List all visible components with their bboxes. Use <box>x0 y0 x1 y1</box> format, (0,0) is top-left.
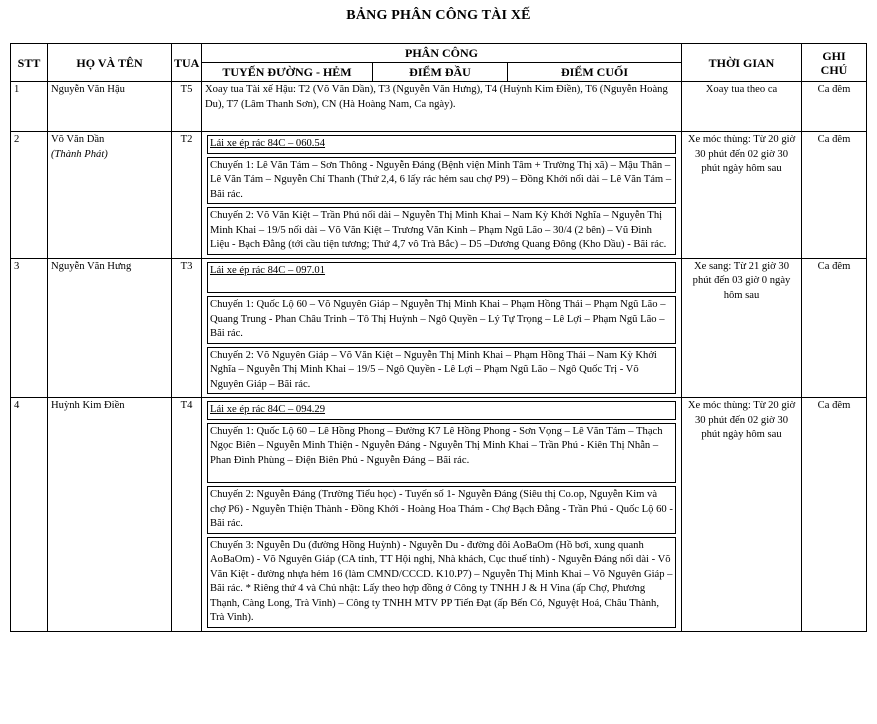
trip-box: Chuyến 1: Lê Văn Tám – Sơn Thông - Nguyễn Đáng (Bệnh viện Minh Tâm + Trường Thị xã) – Mậu Thân – Lê Văn Tám – Nguyễn Chí Thanh (Thứ 2,4, 6 lấy rác hẻm sau chợ P9) – Đồng Khởi nối dài – Lê Văn Tám – Bãi rác. <box>207 157 676 205</box>
truck-plate-box <box>207 401 676 420</box>
row-tua: T2 <box>172 132 202 259</box>
trip-box <box>207 537 676 628</box>
row-assignment <box>202 398 682 632</box>
table-row <box>11 132 867 259</box>
row-note: Ca đêm <box>802 398 867 632</box>
row-assignment <box>202 132 682 259</box>
row-driver-alias: (Thành Phát) <box>51 148 108 160</box>
table-row <box>11 258 867 398</box>
row-stt: 3 <box>11 258 48 398</box>
truck-plate: Lái xe ép rác 84C – 097.01 <box>210 264 326 276</box>
header-start: ĐIỂM ĐẦU <box>373 63 508 82</box>
truck-plate: Lái xe ép rác 84C – 060.54 <box>210 138 326 149</box>
header-end: ĐIỂM CUỐI <box>508 63 682 82</box>
row-stt: 2 <box>11 132 48 259</box>
trip-box: Chuyến 1: Quốc Lộ 60 – Võ Nguyên Giáp – Nguyễn Thị Minh Khai – Phạm Hồng Thái – Phạm Ngũ Lão – Quang Trung - Phan Châu Trinh – Tô Thị Huỳnh – Ngô Quyền – Lý Tự Trọng – Lê Lợi – Phạm Ngũ Lão – Bãi rác. <box>207 296 676 344</box>
truck-plate-box <box>207 135 676 154</box>
row-tua: T5 <box>172 82 202 132</box>
row-tua: T4 <box>172 398 202 632</box>
row-stt: 1 <box>11 82 48 132</box>
header-note-line2: CHÚ <box>820 62 848 77</box>
row-stt: 4 <box>11 398 48 632</box>
header-name: HỌ VÀ TÊN <box>48 44 172 82</box>
row-note: Ca đêm <box>802 82 867 132</box>
row-driver-name: Võ Văn Dần <box>51 134 105 145</box>
row-note: Ca đêm <box>802 132 867 259</box>
header-time: THỜI GIAN <box>682 44 802 82</box>
row-driver-name: Huỳnh Kim Điền <box>48 398 172 632</box>
special-schedule-note: * Riêng thứ 4 và Chủ nhật: Lấy theo hợp đồng ở Công ty TNHH J & H Vina (ấp Chợ, Phương Thạnh, Càng Long, Trà Vinh) – Công ty TNHH MTV PP Tiến Đạt (ấp Bến Có, Nguyệt Hoá, Châu Thành, Trà Vinh). <box>210 583 660 623</box>
trip-box: Chuyến 2: Võ Nguyên Giáp – Võ Văn Kiệt – Nguyễn Thị Minh Khai – Phạm Hồng Thái – Nam Kỳ Khởi Nghĩa – Nguyễn Thị Minh Khai – 19/5 – Ngô Quyền - Lê Lợi – Phạm Ngũ Lão – Ngô Quốc Trị - Võ Nguyên Giáp – Bãi rác. <box>207 347 676 395</box>
header-stt: STT <box>11 44 48 82</box>
row-driver-name: Nguyễn Văn Hưng <box>48 258 172 398</box>
row-time: Xe móc thùng: Từ 20 giờ 30 phút đến 02 giờ 30 phút ngày hôm sau <box>682 132 802 259</box>
row-time: Xoay tua theo ca <box>682 82 802 132</box>
driver-assignment-table <box>10 43 867 632</box>
row-driver-cell <box>48 132 172 259</box>
trip-box: Chuyến 1: Quốc Lộ 60 – Lê Hồng Phong – Đường K7 Lê Hồng Phong - Sơn Vọng – Lê Văn Tám – Thạch Ngọc Biên – Nguyễn Minh Thiện - Nguyễn Đáng - Nguyễn Thị Minh Khai – Trần Phú - Kiên Thị Nhẫn – Phan Đình Phùng – Điện Biên Phủ - Nguyễn Đáng – Bãi rác. <box>207 423 676 484</box>
row-note: Ca đêm <box>802 258 867 398</box>
truck-plate: Lái xe ép rác 84C – 094.29 <box>210 404 326 415</box>
row-time: Xe sang: Từ 21 giờ 30 phút đến 03 giờ 0 ngày hôm sau <box>682 258 802 398</box>
header-note <box>802 44 867 82</box>
trip-box: Chuyến 2: Võ Văn Kiệt – Trần Phú nối dài – Nguyễn Thị Minh Khai – Nam Kỳ Khởi Nghĩa – Nguyễn Thị Minh Khai – 19/5 nối dài – Võ Văn Kiệt – Trương Văn Kinh – Phạm Ngũ Lão – 30/4 (2 bên) – Vũ Đình Liệu - Bạch Đằng (tới cầu tiện tương; Thứ 4,7 vô Trà Bắc) – D5 –Dương Quang Đông (Kho Dầu) - Bãi rác. <box>207 207 676 255</box>
row-driver-name: Nguyễn Văn Hậu <box>48 82 172 132</box>
header-assignment: PHÂN CÔNG <box>202 44 682 63</box>
table-row <box>11 82 867 132</box>
trip-text: Chuyến 3: Nguyễn Du (đường Hồng Huỳnh) - Nguyễn Du - đường đôi AoBaOm (Hồ bơi, xung quanh AoBaOm) - Võ Nguyên Giáp (CA tỉnh, TT Hội nghị, Nhà khách, Cục thuế tỉnh) - Nguyễn Đáng nối dài - Võ Văn Kiệt - đường nhựa hẻm 16 (làm CMND/CCCD. K10.P7) – Nguyễn Thị Minh Khai – Võ Nguyên Giáp – Bãi rác. <box>210 539 673 594</box>
trip-box: Chuyến 2: Nguyễn Đáng (Trường Tiểu học) - Tuyến số 1- Nguyễn Đáng (Siêu thị Co.op, Nguyễn Kim và chợ P6) - Nguyễn Thiện Thành - Đồng Khởi - Hoàng Hoa Thám - Chợ Bạch Đằng - Trần Phú - Quốc Lộ 60 - Bãi rác. <box>207 486 676 534</box>
header-route: TUYẾN ĐƯỜNG - HẺM <box>202 63 373 82</box>
row-assignment <box>202 258 682 398</box>
header-tua: TUA <box>172 44 202 82</box>
header-row-top <box>11 44 867 63</box>
table-row <box>11 398 867 632</box>
document-title: BẢNG PHÂN CÔNG TÀI XẾ <box>346 8 531 23</box>
row-time: Xe móc thùng: Từ 20 giờ 30 phút đến 02 giờ 30 phút ngày hôm sau <box>682 398 802 632</box>
row-rotation-text: Xoay tua Tài xế Hậu: T2 (Võ Văn Dần), T3 (Nguyễn Văn Hưng), T4 (Huỳnh Kim Điền), T6 (Nguyễn Hoàng Du), T7 (Lâm Thanh Sơn), CN (Hà Hoàng Nam, Ca ngày). <box>202 82 682 132</box>
row-tua: T3 <box>172 258 202 398</box>
truck-plate-box <box>207 262 676 294</box>
header-note-line1: GHI <box>822 48 846 63</box>
